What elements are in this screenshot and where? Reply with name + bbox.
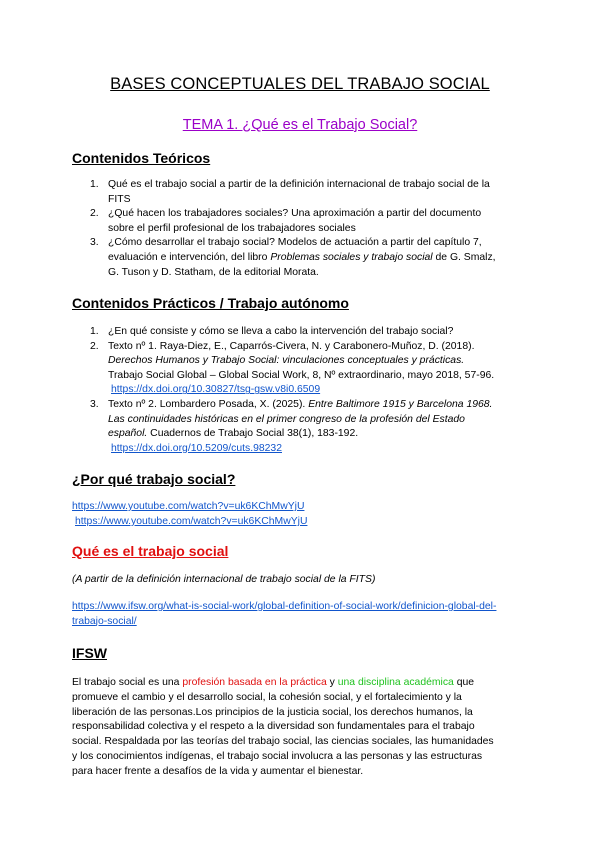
youtube-link-1[interactable]: https://www.youtube.com/watch?v=uk6KChMwYjU (72, 501, 305, 512)
tema-title: TEMA 1. ¿Qué es el Trabajo Social? (182, 117, 418, 133)
heading-contenidos-practicos: Contenidos Prácticos / Trabajo autónomo (72, 295, 349, 311)
practicos-list (90, 325, 548, 456)
list-item: 2. Texto nº 1. Raya-Diez, E., Caparrós-Civera, N. y Carabonero-Muñoz, D. (2018). Derechos Humanos y Trabajo Social: vinculaciones conceptuales y prácticas. Trabajo Social Global – Global Social Work, 8, Nº extraordinario, mayo 2018, 57-96. https://dx.doi.org/10.30827/tsg-gsw.v8i0.6509 (90, 340, 495, 396)
heading-ifsw: IFSW (72, 645, 107, 661)
list-item: 1. Qué es el trabajo social a partir de la definición internacional de trabajo social de la FITS (90, 179, 490, 205)
list-item: 1. ¿En qué consiste y cómo se lleva a cabo la intervención del trabajo social? (90, 326, 454, 337)
list-item: 2. ¿Qué hacen los trabajadores sociales? Una aproximación a partir del documento sobre el perfil profesional de los trabajadores sociales (90, 208, 482, 234)
doi-link-2[interactable]: https://dx.doi.org/10.5209/cuts.98232 (111, 442, 282, 454)
definition-subtitle: (A partir de la definición internacional de trabajo social de la FITS) (72, 574, 376, 585)
list-item: 3. Texto nº 2. Lombardero Posada, X. (2025). Entre Baltimore 1915 y Barcelona 1968. Las continuidades históricas en el primer congreso de la profesión del Estado español. Cuadernos de Trabajo Social 38(1), 183-192. https://dx.doi.org/10.5209/cuts.98232 (90, 398, 493, 454)
youtube-link-2[interactable]: https://www.youtube.com/watch?v=uk6KChMwYjU (75, 516, 308, 527)
ifsw-link[interactable]: https://www.ifsw.org/what-is-social-work/global-definition-of-social-work/definicion-global-del- trabajo-social/ (72, 601, 497, 627)
ifsw-definition: El trabajo social es una profesión basada en la práctica y una disciplina académica que promueve el cambio y el desarrollo social, la cohesión social, y el fortalecimiento y la liberación de las personas.Los principios de la justicia social, los derechos humanos, la responsabilidad colectiva y el respeto a la diversidad son fundamentales para el trabajo social. Respaldada por las teorías del trabajo social, las ciencias sociales, las humanidades y los conocimientos indígenas, el trabajo social involucra a las personas y las estructuras para hacer frente a desafíos de la vida y aumentar el bienestar. (72, 677, 494, 777)
teoricos-list (90, 178, 548, 280)
heading-por-que: ¿Por qué trabajo social? (72, 471, 236, 487)
document-title: BASES CONCEPTUALES DEL TRABAJO SOCIAL (110, 75, 490, 93)
book-title: Problemas sociales y trabajo social (270, 251, 433, 263)
doi-link-1[interactable]: https://dx.doi.org/10.30827/tsg-gsw.v8i0.6509 (111, 384, 321, 396)
heading-contenidos-teoricos: Contenidos Teóricos (72, 150, 211, 166)
list-item: 3. ¿Cómo desarrollar el trabajo social? Modelos de actuación a partir del capítulo 7, evaluación e intervención, del libro Problemas sociales y trabajo social de G. Smalz, G. Tuson y D. Statham, de la editorial Morata. (90, 237, 496, 278)
heading-que-es: Qué es el trabajo social (72, 543, 229, 559)
